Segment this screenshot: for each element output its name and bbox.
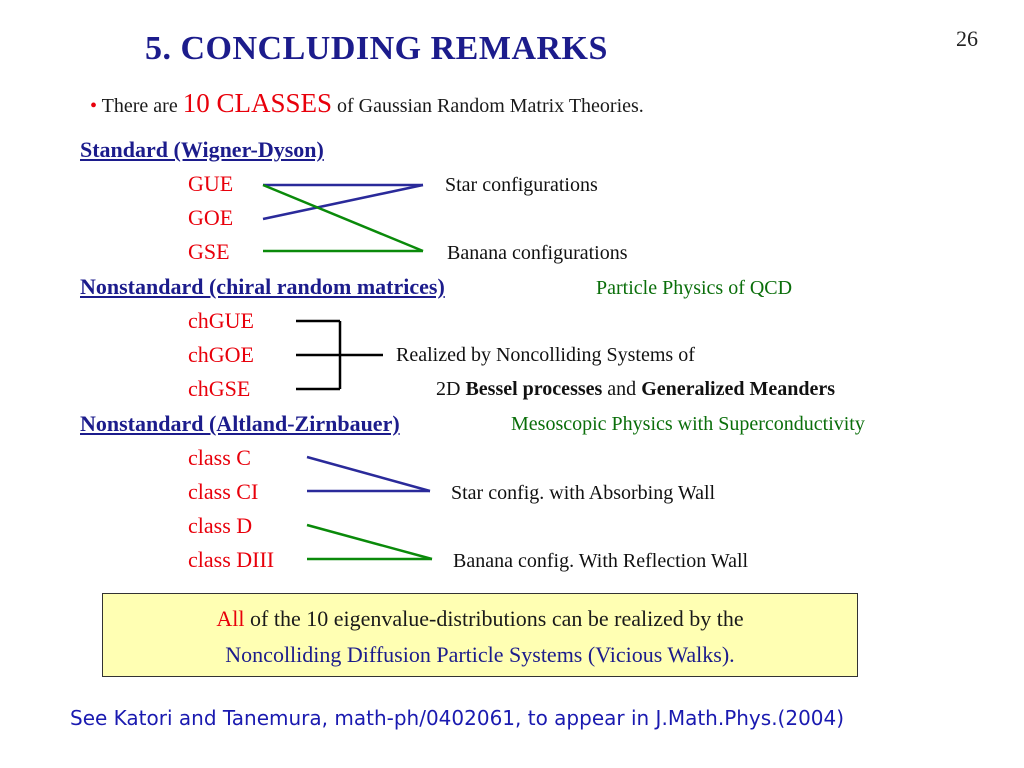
class-d: class D xyxy=(188,513,253,538)
banana-reflection-label: Banana config. With Reflection Wall xyxy=(453,550,749,572)
summary-line-2: Noncolliding Diffusion Particle Systems (Vicious Walks). xyxy=(225,642,735,667)
class-c: class C xyxy=(188,445,251,470)
class-chgoe: chGOE xyxy=(188,342,254,367)
az-heading: Nonstandard (Altland-Zirnbauer) xyxy=(80,411,400,436)
chiral-heading: Nonstandard (chiral random matrices) xyxy=(80,274,445,299)
star-absorbing-label: Star config. with Absorbing Wall xyxy=(451,482,716,504)
reference-citation: See Katori and Tanemura, math-ph/0402061, to appear in J.Math.Phys.(2004) xyxy=(70,706,845,730)
class-chgse: chGSE xyxy=(188,376,251,401)
class-chgue: chGUE xyxy=(188,308,254,333)
summary-line-1 xyxy=(102,606,858,632)
summary-all: All xyxy=(216,606,245,631)
class-diii: class DIII xyxy=(188,547,275,572)
intro-highlight: 10 CLASSES xyxy=(182,88,332,118)
bessel-prefix: 2D xyxy=(436,378,461,400)
class-goe: GOE xyxy=(188,205,234,230)
bessel-and: and xyxy=(607,378,637,400)
class-d-banana-line xyxy=(307,525,432,559)
goe-star-line xyxy=(263,185,423,219)
standard-heading: Standard (Wigner-Dyson) xyxy=(80,137,324,162)
star-configurations-label: Star configurations xyxy=(445,174,598,196)
gue-banana-line xyxy=(263,185,423,251)
az-note: Mesoscopic Physics with Superconductivity xyxy=(511,413,865,435)
intro-prefix: There are xyxy=(101,95,178,117)
summary-line-1-text: of the 10 eigenvalue-distributions can be realized by the xyxy=(250,606,744,631)
class-c-star-line xyxy=(307,457,430,491)
banana-configurations-label: Banana configurations xyxy=(447,242,628,264)
class-ci: class CI xyxy=(188,479,259,504)
generalized-meanders: Generalized Meanders xyxy=(641,378,836,400)
slide-number: 26 xyxy=(956,26,978,51)
realized-label: Realized by Noncolliding Systems of xyxy=(396,344,695,366)
bessel-processes: Bessel processes xyxy=(465,378,603,400)
slide-title: 5. CONCLUDING REMARKS xyxy=(145,30,608,67)
class-gue: GUE xyxy=(188,171,234,196)
intro-suffix: of Gaussian Random Matrix Theories. xyxy=(337,95,644,117)
class-gse: GSE xyxy=(188,239,230,264)
chiral-note: Particle Physics of QCD xyxy=(596,277,793,299)
bullet-dot: • xyxy=(90,95,98,117)
